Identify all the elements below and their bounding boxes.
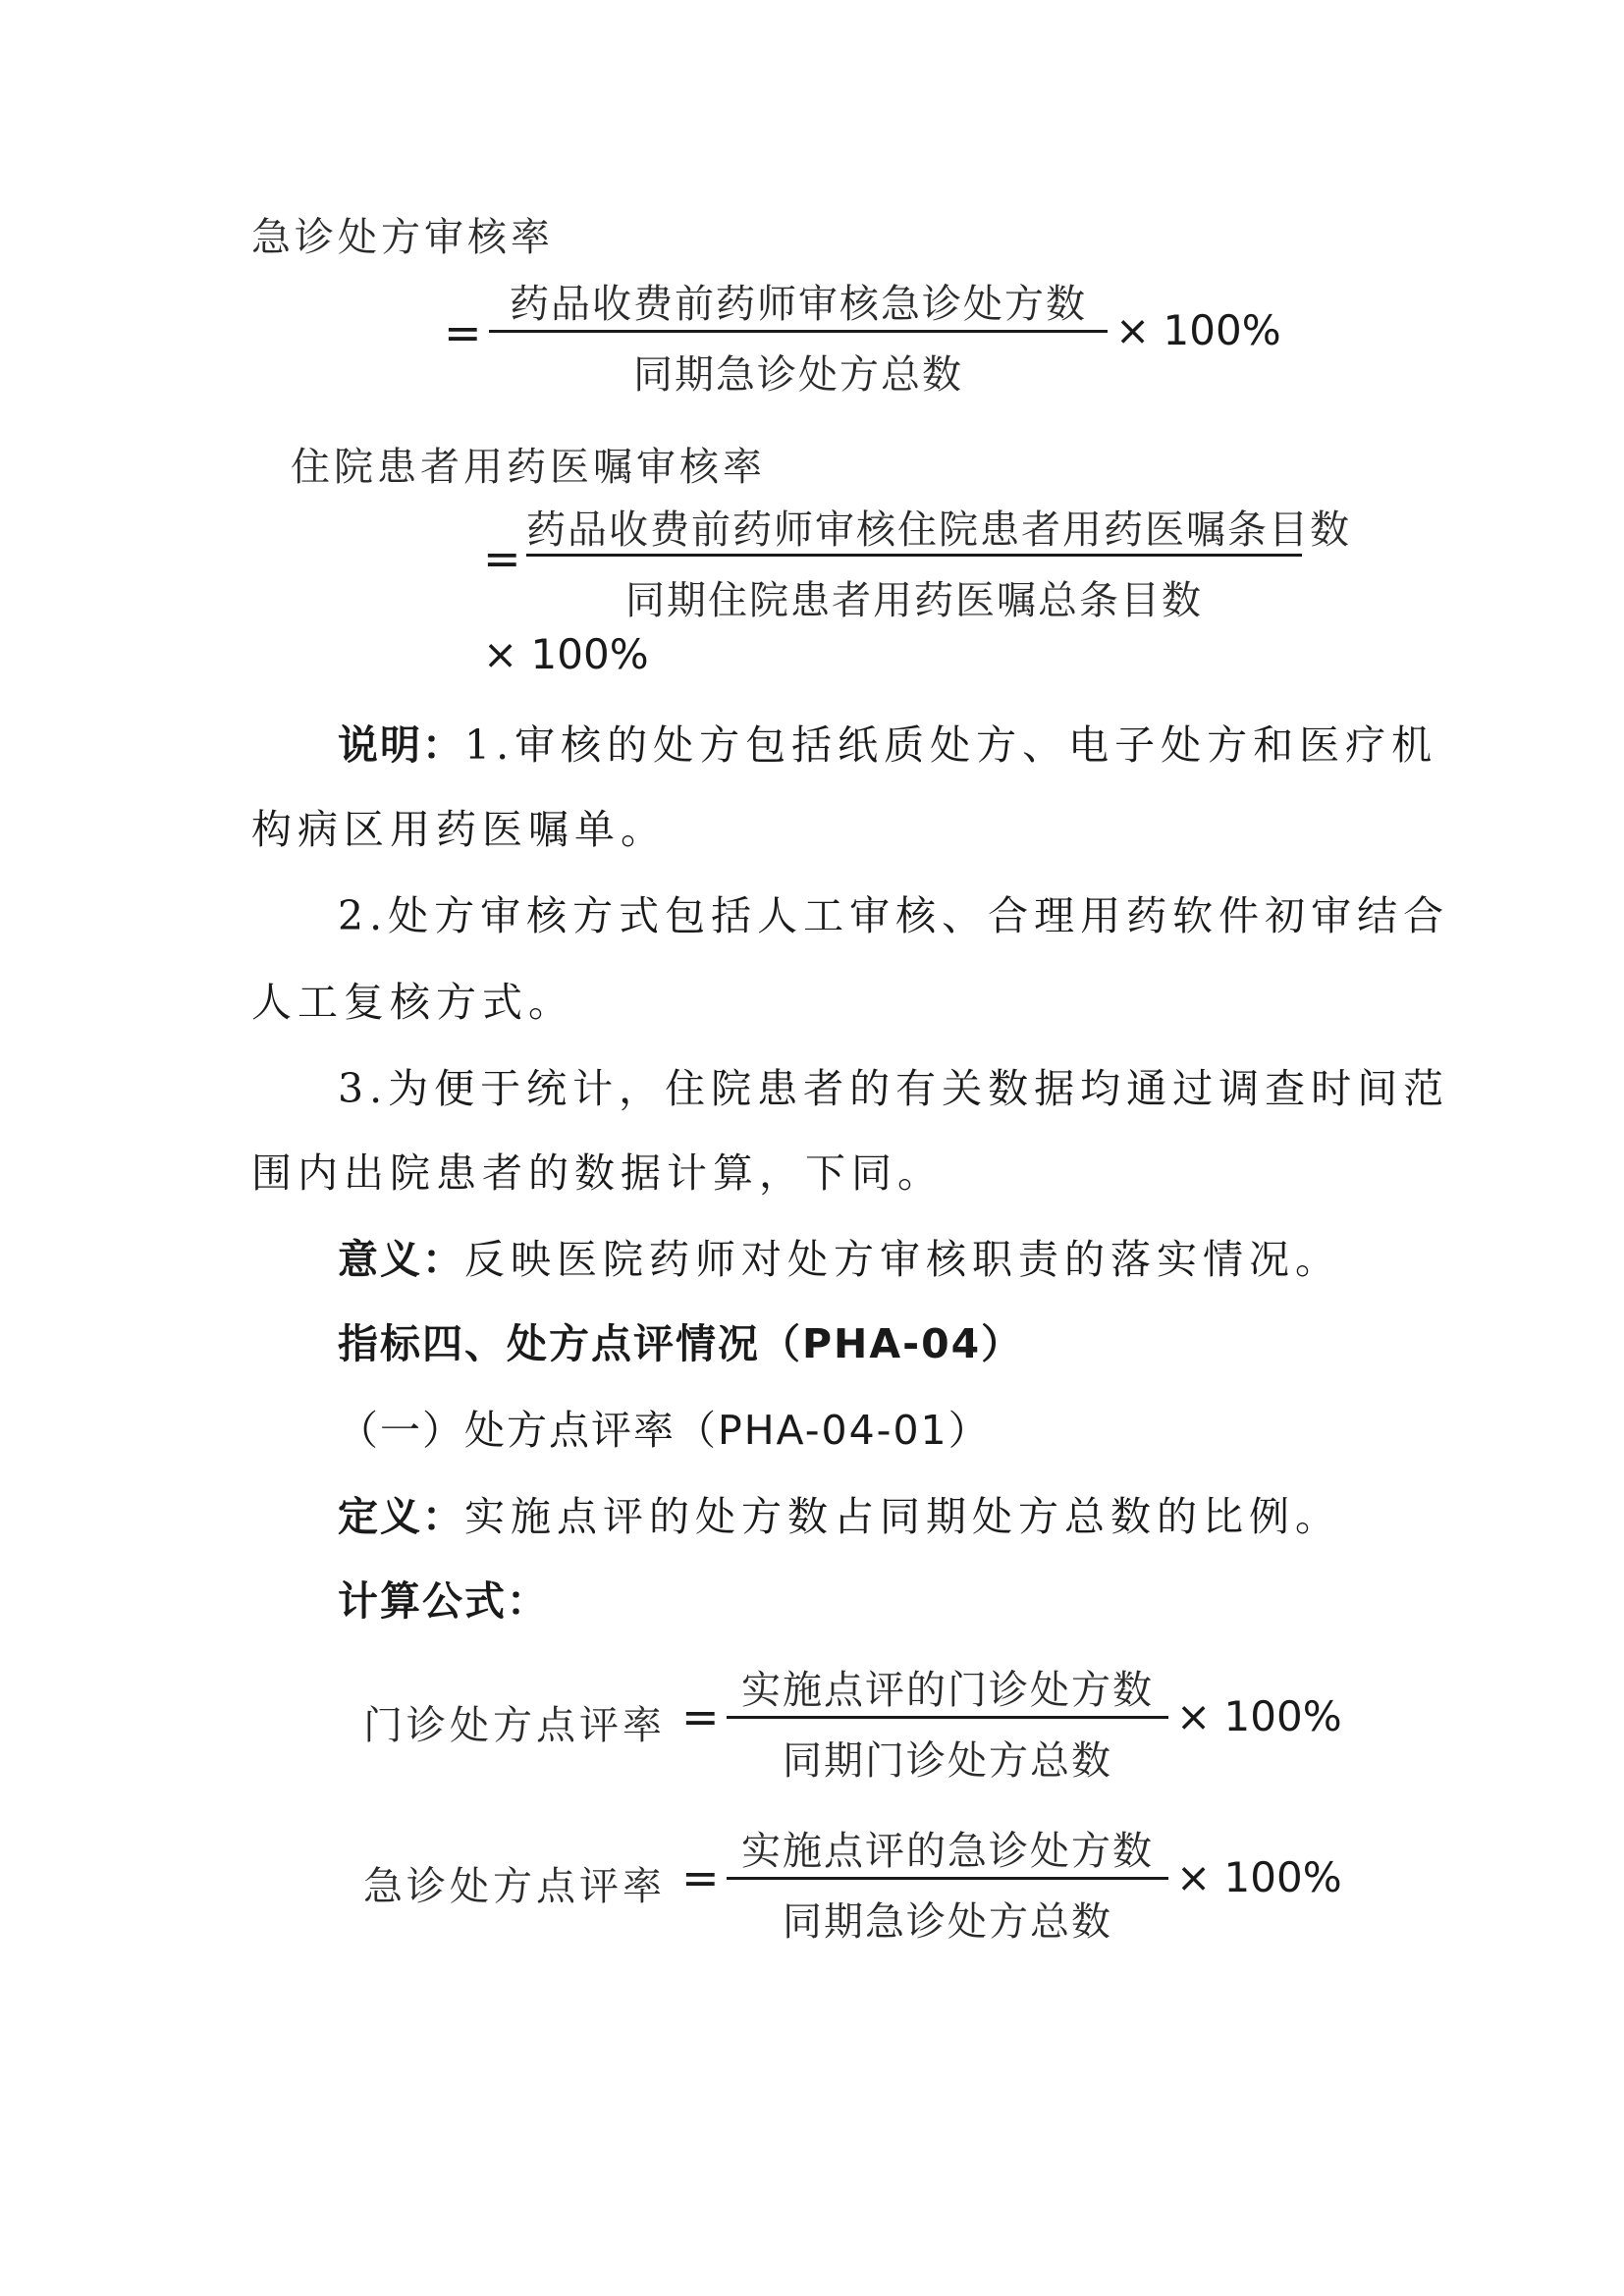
formula-heading: 计算公式：: [338, 1577, 549, 1625]
equals-sign: =: [444, 306, 482, 359]
note-item-3-line-2: 围内出院患者的数据计算，下同。: [251, 1149, 944, 1197]
definition-line: 定义：实施点评的处方数占同期处方总数的比例。: [338, 1493, 1341, 1540]
formula-label-outpatient-comment: 门诊处方点评率: [363, 1703, 666, 1748]
fraction-denominator: 同期急诊处方总数: [783, 1899, 1112, 1945]
fraction-bar: [489, 330, 1108, 333]
multiplier-percent: × 100%: [1176, 1692, 1342, 1740]
multiplier-percent: × 100%: [1176, 1853, 1342, 1901]
fraction-numerator: 实施点评的门诊处方数: [741, 1668, 1154, 1713]
fraction-bar: [727, 1877, 1168, 1880]
note-item-3-line-1: 3.为便于统计，住院患者的有关数据均通过调查时间范: [338, 1065, 1450, 1112]
note-item-1-line-1: 说明：1.审核的处方包括纸质处方、电子处方和医疗机: [338, 721, 1438, 769]
multiplier-percent: × 100%: [483, 630, 649, 678]
formula-label-emergency-comment: 急诊处方点评率: [363, 1864, 666, 1909]
indicator-subheading: （一）处方点评率（PHA-04-01）: [338, 1407, 991, 1454]
fraction-bar: [526, 554, 1302, 557]
multiplier-percent: × 100%: [1115, 306, 1281, 354]
note-title: 说明：: [338, 721, 464, 769]
fraction-numerator: 药品收费前药师审核急诊处方数: [510, 282, 1087, 327]
fraction-denominator: 同期门诊处方总数: [783, 1738, 1112, 1784]
note-item-2-line-1: 2.处方审核方式包括人工审核、合理用药软件初审结合: [338, 892, 1450, 939]
fraction-numerator: 实施点评的急诊处方数: [741, 1829, 1154, 1874]
equals-sign: =: [681, 1690, 720, 1743]
equals-sign: =: [483, 532, 521, 585]
significance-title: 意义：: [338, 1236, 464, 1283]
formula-label-inpatient-review: 住院患者用药医嘱审核率: [291, 445, 766, 490]
fraction-bar: [727, 1716, 1168, 1719]
note-item-1-line-2: 构病区用药医嘱单。: [251, 806, 667, 853]
fraction-numerator: 药品收费前药师审核住院患者用药医嘱条目数: [526, 507, 1351, 553]
indicator-heading: 指标四、处方点评情况（PHA-04）: [338, 1320, 1024, 1367]
formula-label-emergency-review: 急诊处方审核率: [251, 215, 554, 260]
definition-title: 定义：: [338, 1493, 464, 1540]
significance-line: 意义：反映医院药师对处方审核职责的落实情况。: [338, 1236, 1341, 1283]
note-item-2-line-2: 人工复核方式。: [251, 979, 574, 1026]
equals-sign: =: [681, 1851, 720, 1904]
fraction-denominator: 同期住院患者用药医嘱总条目数: [625, 578, 1203, 623]
fraction-denominator: 同期急诊处方总数: [633, 352, 963, 398]
